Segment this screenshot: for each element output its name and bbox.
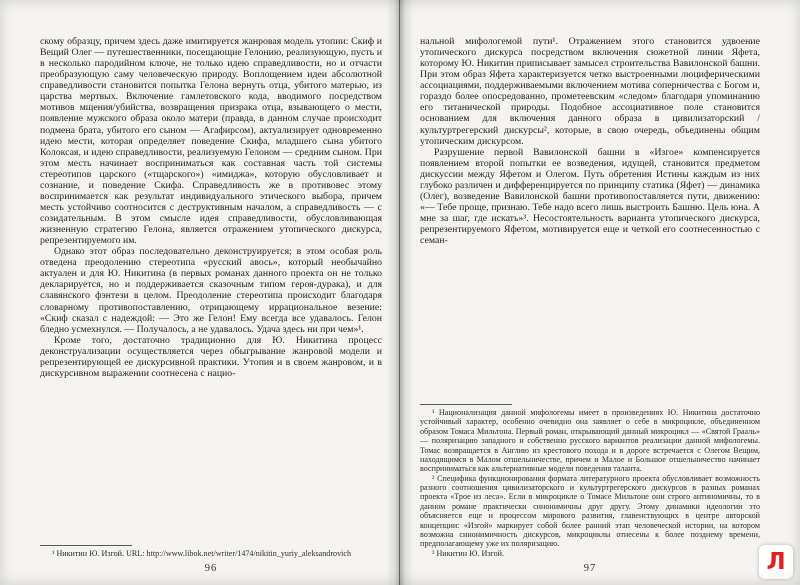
labirint-logo bbox=[759, 545, 793, 579]
page-left-body-text bbox=[40, 36, 382, 379]
page-right-body-text bbox=[420, 36, 760, 246]
page-number: 97 bbox=[583, 563, 597, 574]
page-right-footnotes bbox=[420, 401, 760, 558]
footnote: ¹ Никитин Ю. Изгой. URL: http://www.libok.net/writer/1474/nikitin_yuriy_aleksandrovich bbox=[52, 548, 352, 558]
paragraph: Разрушение первой Вавилонской башни в «Изгое» компенсируется появлением второй попытки ее возведения, идущей, становится предметом дискуссии между Яфетом и Олегом. Путь обретения Истины каждым из них глубоко различен и дифференцируется по принципу статика (Яфет) — динамика (Олег), возведение Вавилонской башни противопоставляется пути, движению: «— Тебе проще, признаю. Тебе надо всего лишь выстроить Башню. Цель юна. А мне за шаг, где искать»³. Несостоятельность варианта утопического дискурса, репрезентируемого Яфетом, мотивируется еще и четкой его соотнесенностью с семан- bbox=[420, 146, 760, 247]
paragraph: скому образцу, причем здесь даже имитируется жанровая модель утопии: Скиф и Вещий Олег — путешественники, посещающие Гелонию, реализующую, пусть и в несколько пародийном ключе, не только идею справедливости, но и отчасти преобразующую саму человеческую природу. Воплощением идеи абсолютной справедливости становится попытка Гелона вернуть отца, убитого матерью, из царства мертвых. Включение гамлетовского кода, вводимого посредством мотивов мщения/убийства, возвращения призрака отца, взывающего о мести, появление мужского образа около матери (правда, в данном случае происходит подмена брата, убитого его сыном — Агафирсом), актуализирует одновременно идею мести, которая определяет поведение Скифа, младшего сына убитого Колоксая, и идею справедливости, реализуемую Гелоном — средним сыном. При этом месть начинает восприниматься как составная часть той системы стереотипов царского («тщарского») «имиджа», которую обусловливает и сознание, и поведение Скифа. Справедливость же в противовес этому воспринимается как результат индивидуального этического выбора, причем месть устойчиво соотносится с деструктивным началом, а справедливость — с созидательным. В этом смысле идея справедливости, обусловливающая жизненную стратегию Гелона, является отражением утопического дискурса, репрезентируемого им. bbox=[40, 36, 382, 247]
page-right bbox=[400, 0, 800, 585]
footnote-divider bbox=[420, 404, 512, 405]
paragraph: Кроме того, достаточно традиционно для Ю. Никитина процесс деконструализации осуществляется через обыгрывание жанровой модели и репрезентирующей ее дискурсивной практики. Утопия и в своем жанровом, и в дискурсивном выражении соотнесена с нацио- bbox=[40, 334, 382, 379]
footnote: ³ Никитин Ю. Изгой. bbox=[432, 548, 505, 558]
labirint-logo-letter: Л bbox=[766, 548, 786, 575]
footnote: ² Специфика функционирования формата литературного проекта обусловливает возможность разного соотношения цивилизаторского и культуртрегерского дискурсов в разных романах проекта «Трое из леса». Если в микроцикле о Томасе Мильтоне они строго антиномичны, то в данном романе практически синонимичны друг другу. Этому динамики идеологии это объясняется еще и процессом мирового развития, главенствующих в центре авторской концепции: «Изгой» маркирует собой более ранний этап человеческой истории, на котором возможна синонимичность дискурсов, микроциклы отнесены к более позднему времени, предполагающему уже их поляризацию. bbox=[420, 473, 760, 549]
footnote: ¹ Национализация данной мифологемы имеет в произведениях Ю. Никитина достаточно устойчивый характер, особенно очевидно она заявляет о себе в микроцикле, объединенном образом Томаса Мильтона. Первый роман, открывающий данный микроцикл — «Святой Грааль» — поляризацию западного и собственно русского вариантов реализации данной мифологемы. Томас возвращается в Англию из крестового похода и в дороге встречается с Олегом Вещим, находящимся в Малом отшельничестве, причем и Малое и Большое отшельничество начинает восприниматься как альтернативные модели поведения таланта. bbox=[420, 408, 760, 474]
footnote-divider bbox=[40, 545, 132, 546]
paragraph: нальной мифологемой пути¹. Отражением этого становится удвоение утопического дискурса посредством включения сюжетной линии Яфета, которому Ю. Никитин приписывает замысел строительства Вавилонской башни. При этом образ Яфета характеризуется четко выстроенными люциферическими ассоциациями, поддерживаемыми включением мотива соперничества с Богом и, гораздо более опосредованно, прометеевским «следом» благодаря упоминанию его титанической природы. Подобное ассоциативное поле становится основанием для включения данного образа в цивилизаторский / культуртрегерский дискурсы², которые, в свою очередь, объединены общим утопическим дискурсом. bbox=[420, 36, 760, 147]
page-number: 96 bbox=[204, 563, 218, 574]
paragraph: Однако этот образ последовательно деконструируется; в этом особая роль отведена преодолению стереотипа «русский авось», который необычайно актуален и для Ю. Никитина (в первых романах данного проекта он не только декларируется, но и поддерживается сказочным типом героя-дурака), и для славянского фэнтези в целом. Преодоление стереотипа происходит благодаря словарному противопоставлению, отрицающему иррациональное везение: «Скиф сказал с надеждой: — Это же Гелон! Ему всегда все удавалось. Гелон бледно усмехнулся. — Получалось, а не удавалось. Удача здесь ни при чем»¹. bbox=[40, 246, 382, 335]
page-left-inner bbox=[40, 36, 382, 577]
page-right-inner bbox=[420, 36, 760, 577]
page-left-footnotes bbox=[40, 542, 382, 558]
